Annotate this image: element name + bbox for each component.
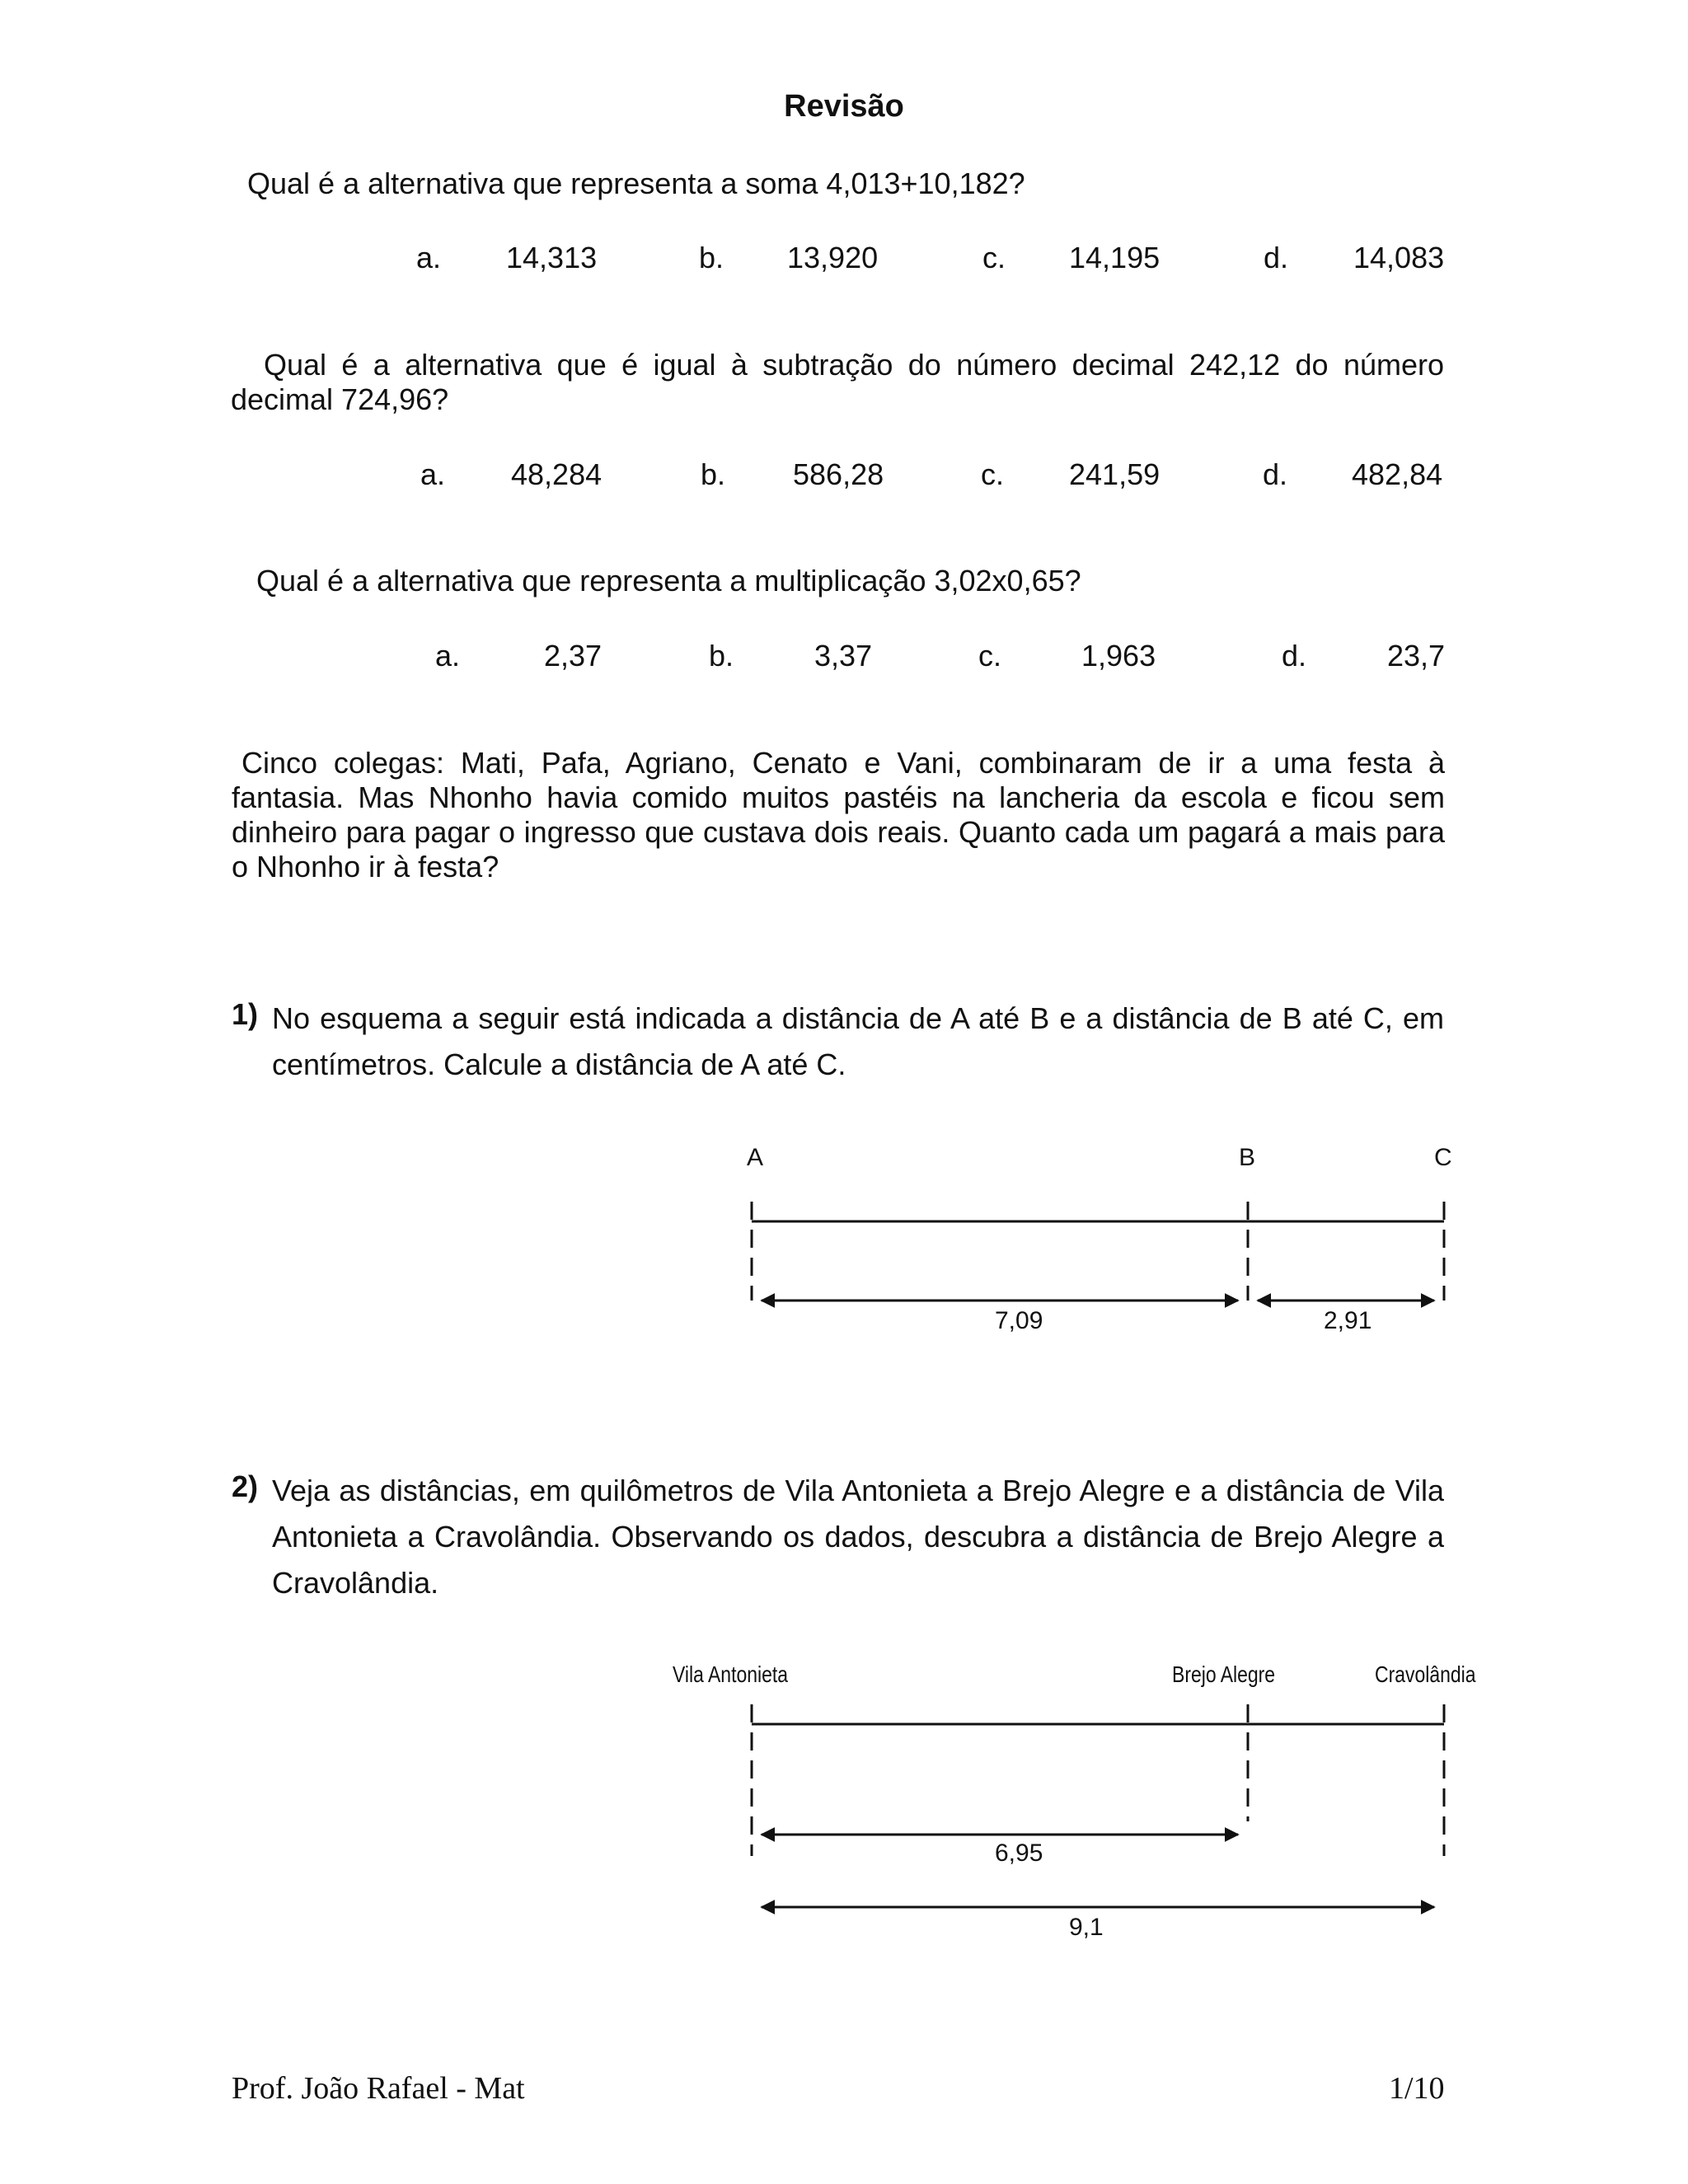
point-label-brejo-alegre: Brejo Alegre bbox=[1172, 1661, 1276, 1687]
option-value: 13,920 bbox=[787, 241, 879, 274]
distance-label-ab: 7,09 bbox=[995, 1307, 1043, 1334]
point-label-cravolandia: Cravolândia bbox=[1375, 1661, 1476, 1687]
option-letter: d. bbox=[1282, 639, 1307, 673]
option-letter: b. bbox=[709, 639, 734, 673]
footer-author: Prof. João Rafael - Mat bbox=[232, 2071, 525, 2106]
option-letter: b. bbox=[701, 457, 726, 491]
option-value: 48,284 bbox=[511, 457, 603, 491]
page-number: 1/10 bbox=[1389, 2071, 1445, 2106]
option-letter: d. bbox=[1264, 241, 1289, 274]
option-value: 586,28 bbox=[793, 457, 884, 491]
option-letter: a. bbox=[435, 639, 461, 673]
question-3-text: Qual é a alternativa que representa a multiplicação 3,02x0,65? bbox=[256, 564, 1081, 598]
problem-2-text: Veja as distâncias, em quilômetros de Vila Antonieta a Brejo Alegre e a distância de Vila Antonieta a Cravolândia. Observando os dados, descubra a distância de Brejo Alegre a Cravolândia. bbox=[272, 1474, 1444, 1600]
option-letter: a. bbox=[416, 241, 442, 274]
problem-1-number: 1) bbox=[232, 997, 259, 1031]
page-title: Revisão bbox=[784, 89, 904, 124]
option-letter: c. bbox=[982, 241, 1006, 274]
option-value: 14,083 bbox=[1353, 241, 1445, 274]
option-value: 482,84 bbox=[1352, 457, 1443, 491]
distance-label-vila-brejo: 6,95 bbox=[995, 1840, 1043, 1867]
option-letter: d. bbox=[1263, 457, 1288, 491]
distance-label-bc: 2,91 bbox=[1324, 1307, 1372, 1334]
option-value: 14,195 bbox=[1069, 241, 1160, 274]
problem-2-number: 2) bbox=[232, 1469, 259, 1503]
option-letter: b. bbox=[699, 241, 724, 274]
question-1-text: Qual é a alternativa que representa a soma 4,013+10,182? bbox=[247, 166, 1025, 200]
point-label-a: A bbox=[747, 1144, 764, 1171]
distance-label-vila-cravolandia: 9,1 bbox=[1069, 1914, 1104, 1941]
option-letter: c. bbox=[981, 457, 1005, 491]
option-value: 2,37 bbox=[544, 639, 603, 673]
option-letter: c. bbox=[978, 639, 1002, 673]
option-letter: a. bbox=[420, 457, 446, 491]
point-label-b: B bbox=[1239, 1144, 1256, 1171]
option-value: 241,59 bbox=[1069, 457, 1160, 491]
point-label-c: C bbox=[1434, 1144, 1452, 1171]
option-value: 3,37 bbox=[814, 639, 873, 673]
question-4-text: Cinco colegas: Mati, Pafa, Agriano, Cenato e Vani, combinaram de ir a uma festa à fantasia. Mas Nhonho havia comido muitos pastéis na lancheria da escola e ficou sem dinheiro para pagar o ingresso que custava dois reais. Quanto cada um pagará a mais para o Nhonho ir à festa? bbox=[232, 746, 1445, 883]
point-label-vila-antonieta: Vila Antonieta bbox=[673, 1661, 789, 1687]
option-value: 23,7 bbox=[1387, 639, 1446, 673]
problem-1-text: No esquema a seguir está indicada a distância de A até B e a distância de B até C, em centímetros. Calcule a distância de A até C. bbox=[272, 1001, 1444, 1081]
option-value: 1,963 bbox=[1081, 639, 1156, 673]
question-2-text: Qual é a alternativa que é igual à subtração do número decimal 242,12 do número decimal 724,96? bbox=[231, 348, 1444, 416]
option-value: 14,313 bbox=[506, 241, 598, 274]
